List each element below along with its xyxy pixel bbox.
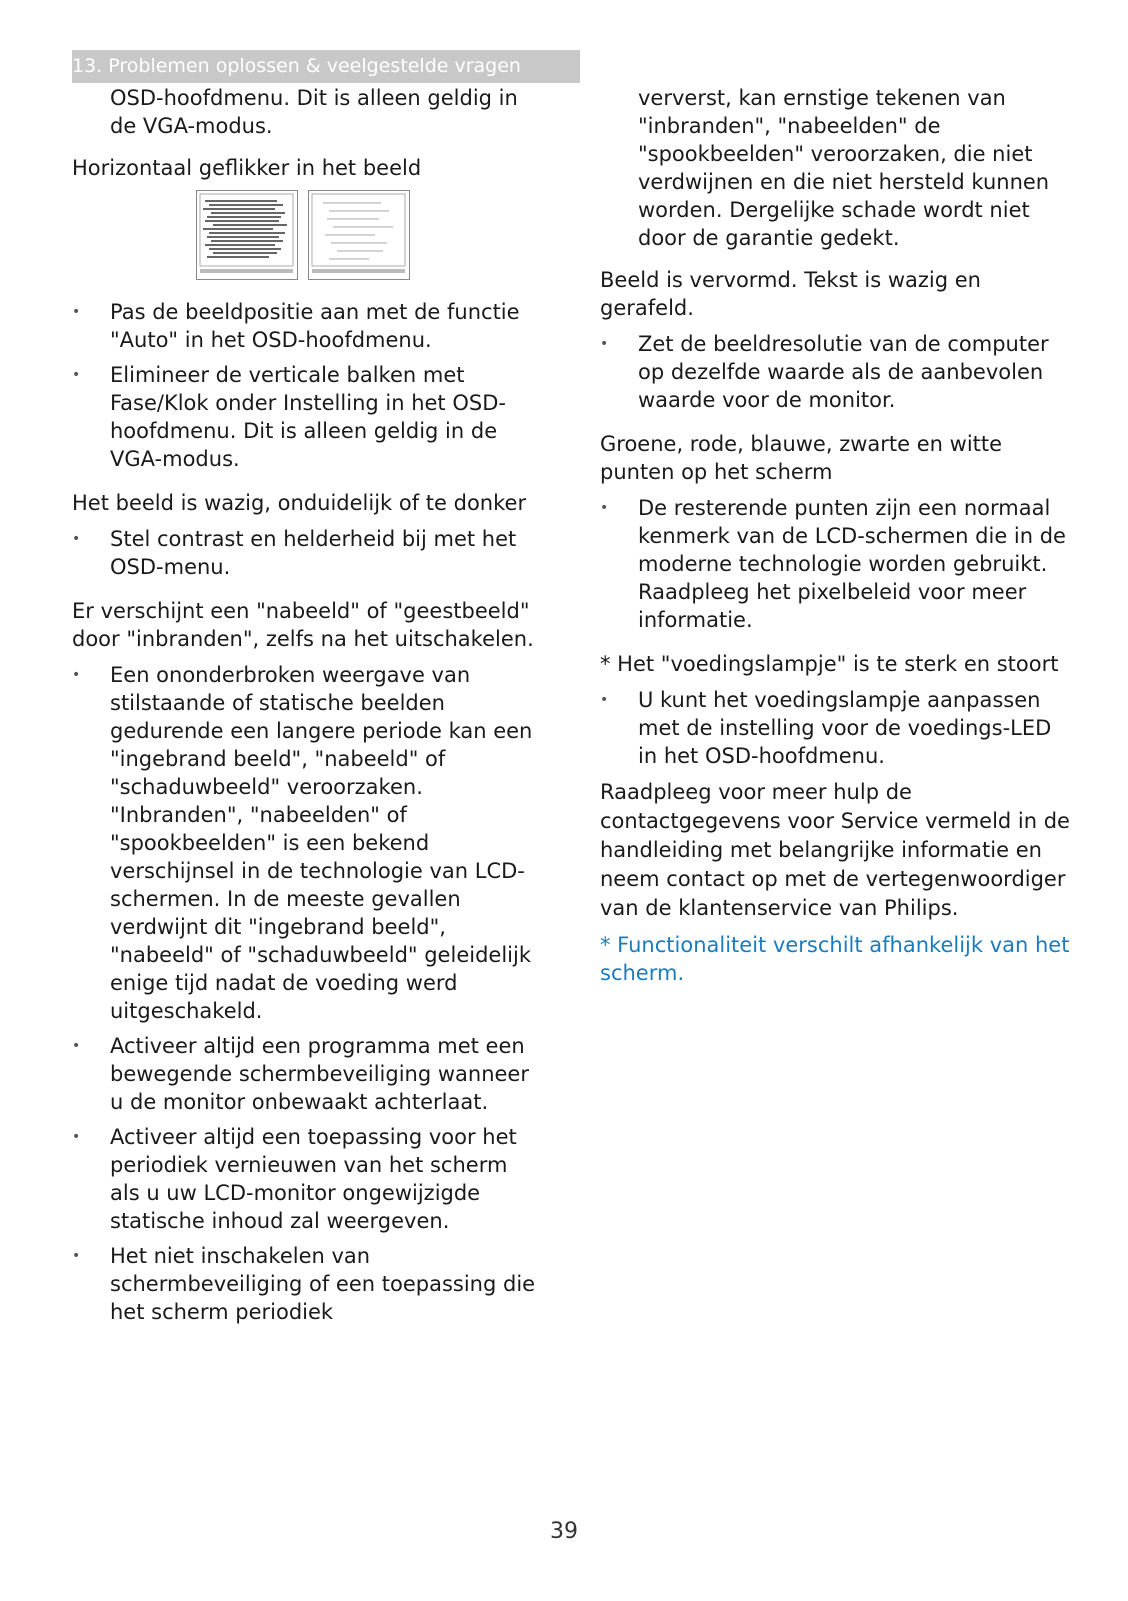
monitor-flicker-after: [308, 190, 410, 280]
list-item: • U kunt het voedingslampje aanpassen met de instelling voor de voedings-LED in het OSD-hoofdmenu.: [600, 688, 1052, 768]
dots-bullets: [600, 494, 1070, 634]
bullet-icon: •: [72, 531, 81, 547]
bullet-icon: •: [600, 336, 609, 352]
bullet-icon: •: [72, 367, 81, 383]
list-item: • Pas de beeldpositie aan met de functie "Auto" in het OSD-hoofdmenu.: [72, 300, 520, 352]
distorted-bullets: [600, 330, 1070, 414]
heading-distorted-image: Beeld is vervormd. Tekst is wazig en gerafeld.: [600, 268, 981, 320]
functionality-note: * Functionaliteit verschilt afhankelijk van het scherm.: [600, 933, 1070, 985]
continuation-text: ververst, kan ernstige tekenen van "inbranden", "nabeelden" de "spookbeelden" veroorzaken, die niet verdwijnen en die niet hersteld kunnen worden. Dergelijke schade wordt niet door de garantie gedekt.: [638, 86, 1050, 250]
list-item: • Activeer altijd een toepassing voor het periodiek vernieuwen van het scherm als u uw LCD-monitor ongewijzigde statische inhoud zal weergeven.: [72, 1125, 517, 1233]
monitor-flicker-before: [196, 190, 298, 280]
left-column: [72, 84, 542, 1334]
power-light-bullets: [600, 686, 1070, 770]
heading-horizontal-flicker: Horizontaal geflikker in het beeld: [72, 156, 422, 180]
heading-image-retention: Er verschijnt een "nabeeld" of "geestbeeld" door "inbranden", zelfs na het uitschakelen.: [72, 599, 534, 651]
list-item: • Activeer altijd een programma met een bewegende schermbeveiliging wanneer u de monitor onbewaakt achterlaat.: [72, 1034, 529, 1114]
flicker-bullets: [72, 298, 542, 473]
list-item: • Een ononderbroken weergave van stilstaande of statische beelden gedurende een langere periode kan een "ingebrand beeld", "nabeeld" of "schaduwbeeld" veroorzaken. "Inbranden", "nabeelden" of "spookbeelden" is een bekend verschijnsel in de technologie van LCD-schermen. In de meeste gevallen verdwijnt dit "ingebrand beeld", "nabeeld" of "schaduwbeeld" geleidelijk enige tijd nadat de voeding werd uitgeschakeld.: [72, 663, 533, 1023]
intro-text: OSD-hoofdmenu. Dit is alleen geldig in de VGA-modus.: [110, 86, 518, 138]
retention-bullets: [72, 661, 542, 1326]
page-number: 39: [550, 1519, 578, 1544]
heading-colored-dots: Groene, rode, blauwe, zwarte en witte punten op het scherm: [600, 432, 1003, 484]
bullet-icon: •: [72, 1248, 81, 1264]
blurry-bullets: [72, 525, 542, 581]
list-item: • Zet de beeldresolutie van de computer op dezelfde waarde als de aanbevolen waarde voor de monitor.: [600, 332, 1049, 412]
closing-paragraph: Raadpleeg voor meer hulp de contactgegevens voor Service vermeld in de handleiding met belangrijke informatie en neem contact op met de vertegenwoordiger van de klantenservice van Philips.: [600, 780, 1070, 920]
section-header: 13. Problemen oplossen & veelgestelde vragen: [72, 50, 580, 83]
bullet-icon: •: [600, 500, 609, 516]
heading-power-light: * Het "voedingslampje" is te sterk en stoort: [600, 652, 1059, 676]
list-item: • Elimineer de verticale balken met Fase/Klok onder Instelling in het OSD-hoofdmenu. Dit is alleen geldig in de VGA-modus.: [72, 363, 506, 471]
list-item: • Het niet inschakelen van schermbeveiliging of een toepassing die het scherm periodiek: [72, 1244, 536, 1324]
right-column: [600, 84, 1070, 987]
bullet-icon: •: [72, 1038, 81, 1054]
flicker-illustration: [196, 190, 542, 280]
heading-blurry-image: Het beeld is wazig, onduidelijk of te donker: [72, 491, 527, 515]
bullet-icon: •: [600, 692, 609, 708]
list-item: • De resterende punten zijn een normaal kenmerk van de LCD-schermen die in de moderne technologie worden gebruikt. Raadpleeg het pixelbeleid voor meer informatie.: [600, 496, 1066, 632]
bullet-icon: •: [72, 304, 81, 320]
bullet-icon: •: [72, 667, 81, 683]
bullet-icon: •: [72, 1129, 81, 1145]
list-item: • Stel contrast en helderheid bij met het OSD-menu.: [72, 527, 517, 579]
